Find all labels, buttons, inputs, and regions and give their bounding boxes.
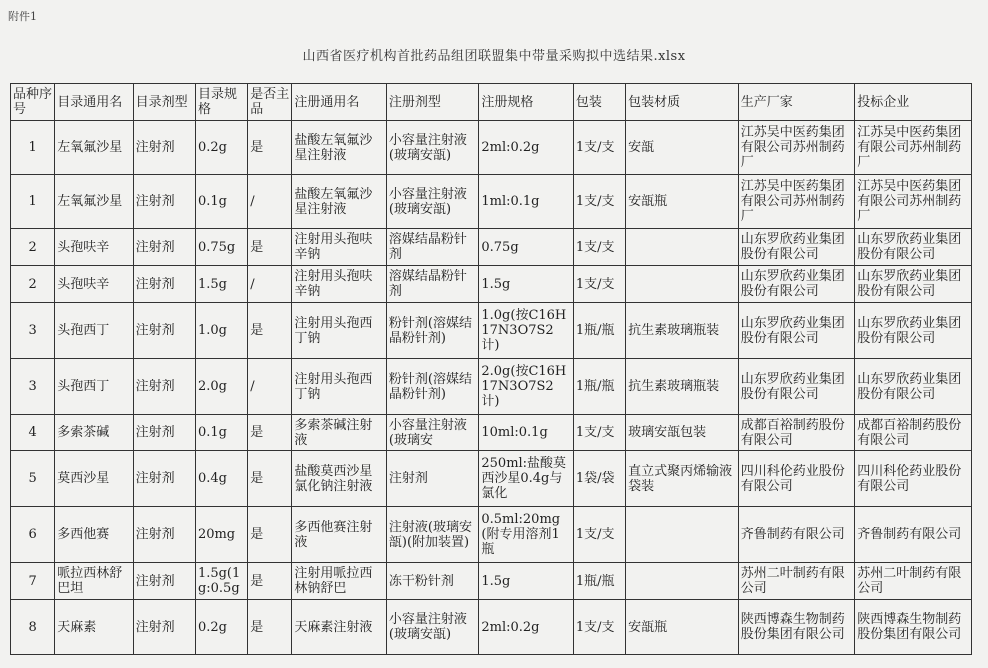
cell-text: 注射剂 bbox=[135, 425, 175, 440]
table-row bbox=[11, 121, 972, 175]
cell-col-catalog-form bbox=[133, 175, 195, 229]
cell-text: 苏州二叶制药有限公司 bbox=[857, 566, 962, 596]
cell-col-reg-name bbox=[292, 121, 386, 175]
cell-col-catalog-form bbox=[133, 415, 195, 451]
cell-col-catalog-spec bbox=[195, 415, 247, 451]
cell-text: 山东罗欣药业集团股份有限公司 bbox=[740, 232, 845, 262]
cell-text: 玻璃安瓿包装 bbox=[628, 425, 707, 440]
cell-text: 0.75g bbox=[481, 239, 519, 255]
cell-col-catalog-form bbox=[133, 303, 195, 359]
cell-text: 1 bbox=[28, 140, 37, 155]
cell-col-reg-form bbox=[386, 266, 478, 303]
table-row bbox=[11, 415, 972, 451]
cell-col-manufacturer bbox=[738, 415, 855, 451]
cell-col-catalog-spec bbox=[195, 175, 247, 229]
cell-text: 8 bbox=[28, 619, 37, 635]
cell-col-reg-form bbox=[386, 359, 478, 415]
cell-col-reg-name bbox=[292, 563, 386, 600]
cell-text: 莫西沙星 bbox=[57, 471, 110, 486]
cell-col-manufacturer bbox=[738, 563, 855, 600]
cell-text: 1.5g(1g:0.5g bbox=[197, 566, 241, 596]
cell-text: 注射剂 bbox=[135, 239, 175, 255]
cell-col-catalog-form bbox=[133, 266, 195, 303]
cell-col-catalog-name bbox=[55, 507, 133, 563]
cell-col-package-material bbox=[626, 121, 739, 175]
cell-col-package bbox=[573, 563, 625, 600]
cell-text: 1瓶/瓶 bbox=[575, 323, 615, 338]
cell-col-package-material bbox=[626, 415, 739, 451]
cell-col-is-main bbox=[248, 121, 292, 175]
cell-text: 天麻素注射液 bbox=[294, 619, 373, 635]
cell-col-catalog-name bbox=[55, 451, 133, 507]
cell-text: 3 bbox=[28, 379, 37, 394]
cell-col-reg-name bbox=[292, 415, 386, 451]
cell-col-package-material bbox=[626, 507, 739, 563]
cell-text: 是 bbox=[250, 527, 264, 542]
cell-text: 1ml:0.1g bbox=[481, 194, 540, 209]
cell-col-seq bbox=[11, 121, 55, 175]
cell-col-package-material bbox=[626, 303, 739, 359]
cell-col-is-main bbox=[248, 507, 292, 563]
cell-col-catalog-name bbox=[55, 175, 133, 229]
header-col-manufacturer: 生产厂家 bbox=[738, 84, 855, 121]
cell-text: 齐鲁制药有限公司 bbox=[740, 527, 845, 542]
cell-col-reg-form bbox=[386, 563, 478, 600]
cell-col-bidder bbox=[855, 563, 972, 600]
cell-col-package-material bbox=[626, 229, 739, 266]
cell-col-package-material bbox=[626, 600, 739, 655]
cell-col-reg-form bbox=[386, 415, 478, 451]
cell-col-reg-name bbox=[292, 175, 386, 229]
cell-col-reg-spec bbox=[479, 229, 573, 266]
cell-col-seq bbox=[11, 303, 55, 359]
cell-text: 哌拉西林舒巴坦 bbox=[57, 566, 123, 596]
cell-col-seq bbox=[11, 175, 55, 229]
cell-col-package bbox=[573, 175, 625, 229]
cell-text: 苏州二叶制药有限公司 bbox=[740, 566, 845, 596]
cell-col-package bbox=[573, 451, 625, 507]
cell-text: 是 bbox=[250, 140, 264, 155]
cell-col-reg-form bbox=[386, 121, 478, 175]
cell-text: 1支/支 bbox=[575, 619, 615, 635]
cell-col-reg-spec bbox=[479, 600, 573, 655]
cell-col-bidder bbox=[855, 600, 972, 655]
cell-col-manufacturer bbox=[738, 600, 855, 655]
cell-col-package bbox=[573, 359, 625, 415]
cell-text: 粉针剂(溶媒结晶粉针剂) bbox=[388, 315, 472, 346]
cell-text: 注射剂 bbox=[135, 527, 175, 542]
cell-text: 江苏吴中医药集团有限公司苏州制药厂 bbox=[740, 179, 845, 224]
cell-text: 盐酸左氧氟沙星注射液 bbox=[294, 132, 373, 163]
cell-col-bidder bbox=[855, 359, 972, 415]
header-col-catalog-name: 目录通用名 bbox=[55, 84, 133, 121]
cell-col-seq bbox=[11, 451, 55, 507]
cell-col-package-material bbox=[626, 266, 739, 303]
header-col-reg-name: 注册通用名 bbox=[292, 84, 386, 121]
cell-text: 是 bbox=[250, 425, 264, 440]
cell-text: 山东罗欣药业集团股份有限公司 bbox=[857, 269, 962, 299]
cell-col-reg-name bbox=[292, 266, 386, 303]
header-col-reg-spec: 注册规格 bbox=[479, 84, 573, 121]
cell-col-catalog-name bbox=[55, 121, 133, 175]
cell-col-reg-form bbox=[386, 451, 478, 507]
cell-col-manufacturer bbox=[738, 175, 855, 229]
cell-col-catalog-form bbox=[133, 507, 195, 563]
cell-text: 250ml:盐酸莫西沙星0.4g与氯化 bbox=[481, 456, 567, 501]
header-col-seq: 品种序号 bbox=[11, 84, 55, 121]
cell-text: 头孢呋辛 bbox=[57, 239, 110, 255]
cell-text: 左氧氟沙星 bbox=[57, 140, 123, 155]
cell-text: 0.2g bbox=[197, 140, 227, 155]
header-col-is-main: 是否主品 bbox=[248, 84, 292, 121]
cell-col-catalog-form bbox=[133, 229, 195, 266]
cell-col-reg-name bbox=[292, 600, 386, 655]
cell-text: 2 bbox=[28, 239, 37, 255]
cell-text: 多索茶碱注射液 bbox=[294, 417, 373, 448]
header-col-catalog-form: 目录剂型 bbox=[133, 84, 195, 121]
cell-text: 20mg bbox=[197, 527, 236, 542]
cell-text: 注射剂 bbox=[135, 194, 175, 209]
table-header-row bbox=[11, 84, 972, 121]
cell-text: 4 bbox=[28, 425, 37, 440]
cell-col-catalog-name bbox=[55, 303, 133, 359]
cell-col-catalog-spec bbox=[195, 507, 247, 563]
cell-text: 1支/支 bbox=[575, 276, 615, 292]
cell-col-seq bbox=[11, 600, 55, 655]
cell-text: 0.2g bbox=[197, 619, 227, 635]
cell-text: 1瓶/瓶 bbox=[575, 573, 615, 589]
cell-col-package-material bbox=[626, 563, 739, 600]
cell-col-is-main bbox=[248, 600, 292, 655]
cell-text: 江苏吴中医药集团有限公司苏州制药厂 bbox=[857, 179, 962, 224]
cell-text: 1.0g(按C16H17N3O7S2计) bbox=[481, 308, 567, 353]
cell-text: 1.5g bbox=[481, 276, 511, 292]
cell-text: / bbox=[250, 194, 255, 209]
cell-text: 注射用头孢西丁钠 bbox=[294, 315, 373, 346]
cell-text: 注射剂 bbox=[135, 619, 175, 635]
cell-col-is-main bbox=[248, 229, 292, 266]
cell-text: 齐鲁制药有限公司 bbox=[857, 527, 962, 542]
cell-text: 注射剂 bbox=[135, 573, 175, 589]
cell-col-package bbox=[573, 266, 625, 303]
cell-col-package bbox=[573, 415, 625, 451]
attachment-label: 附件1 bbox=[8, 10, 37, 23]
cell-col-is-main bbox=[248, 415, 292, 451]
cell-text: 6 bbox=[28, 527, 37, 542]
cell-text: 是 bbox=[250, 471, 264, 486]
cell-col-catalog-spec bbox=[195, 600, 247, 655]
cell-text: 抗生素玻璃瓶装 bbox=[628, 323, 720, 338]
cell-text: 1袋/袋 bbox=[575, 471, 615, 486]
cell-col-bidder bbox=[855, 229, 972, 266]
cell-col-reg-name bbox=[292, 303, 386, 359]
cell-text: 是 bbox=[250, 573, 264, 589]
table-row bbox=[11, 229, 972, 266]
header-col-reg-form: 注册剂型 bbox=[386, 84, 478, 121]
cell-text: 头孢呋辛 bbox=[57, 276, 110, 292]
cell-col-reg-spec bbox=[479, 266, 573, 303]
cell-col-reg-spec bbox=[479, 563, 573, 600]
cell-col-catalog-spec bbox=[195, 121, 247, 175]
cell-text: 左氧氟沙星 bbox=[57, 194, 123, 209]
cell-text: 注射液(玻璃安瓿)(附加装置) bbox=[388, 519, 472, 550]
cell-col-bidder bbox=[855, 121, 972, 175]
cell-col-bidder bbox=[855, 507, 972, 563]
cell-col-package-material bbox=[626, 175, 739, 229]
cell-text: 2ml:0.2g bbox=[481, 619, 540, 635]
cell-col-reg-spec bbox=[479, 175, 573, 229]
cell-col-package bbox=[573, 303, 625, 359]
cell-text: 注射剂 bbox=[135, 323, 175, 338]
cell-col-seq bbox=[11, 415, 55, 451]
cell-text: 2ml:0.2g bbox=[481, 140, 540, 155]
cell-col-seq bbox=[11, 563, 55, 600]
header-col-bidder: 投标企业 bbox=[855, 84, 972, 121]
cell-col-catalog-spec bbox=[195, 563, 247, 600]
table-row bbox=[11, 600, 972, 655]
cell-text: 0.75g bbox=[197, 239, 236, 255]
cell-col-catalog-spec bbox=[195, 451, 247, 507]
table-row bbox=[11, 175, 972, 229]
cell-text: 山东罗欣药业集团股份有限公司 bbox=[740, 269, 845, 299]
cell-text: 安瓿瓶 bbox=[628, 194, 668, 209]
cell-text: 1支/支 bbox=[575, 194, 615, 209]
cell-col-bidder bbox=[855, 175, 972, 229]
cell-text: 注射用头孢呋辛钠 bbox=[294, 269, 373, 299]
cell-col-catalog-form bbox=[133, 563, 195, 600]
cell-text: 0.4g bbox=[197, 471, 227, 486]
cell-col-is-main bbox=[248, 266, 292, 303]
cell-col-catalog-form bbox=[133, 121, 195, 175]
table-row bbox=[11, 451, 972, 507]
table-row bbox=[11, 507, 972, 563]
cell-col-package bbox=[573, 229, 625, 266]
cell-col-is-main bbox=[248, 175, 292, 229]
cell-text: 是 bbox=[250, 323, 264, 338]
cell-col-seq bbox=[11, 507, 55, 563]
cell-col-reg-spec bbox=[479, 359, 573, 415]
cell-text: 安瓿 bbox=[628, 140, 655, 155]
cell-text: 1.5g bbox=[197, 276, 227, 292]
cell-text: 抗生素玻璃瓶装 bbox=[628, 379, 720, 394]
cell-text: 0.1g bbox=[197, 194, 227, 209]
cell-text: 小容量注射液(玻璃安 bbox=[388, 417, 467, 448]
cell-col-catalog-form bbox=[133, 451, 195, 507]
cell-col-package bbox=[573, 507, 625, 563]
cell-col-catalog-name bbox=[55, 563, 133, 600]
cell-text: 四川科伦药业股份有限公司 bbox=[740, 463, 845, 494]
cell-col-package-material bbox=[626, 451, 739, 507]
cell-text: 江苏吴中医药集团有限公司苏州制药厂 bbox=[857, 125, 962, 170]
cell-col-reg-form bbox=[386, 600, 478, 655]
cell-text: 1支/支 bbox=[575, 239, 615, 255]
cell-text: 头孢西丁 bbox=[57, 379, 110, 394]
cell-col-is-main bbox=[248, 563, 292, 600]
cell-text: 2.0g bbox=[197, 379, 227, 394]
cell-col-reg-form bbox=[386, 229, 478, 266]
cell-text: 1支/支 bbox=[575, 140, 615, 155]
cell-col-seq bbox=[11, 266, 55, 303]
cell-text: 5 bbox=[28, 471, 37, 486]
cell-text: 安瓿瓶 bbox=[628, 619, 668, 635]
cell-text: 山东罗欣药业集团股份有限公司 bbox=[857, 371, 962, 402]
cell-text: 多索茶碱 bbox=[57, 425, 110, 440]
cell-col-catalog-spec bbox=[195, 303, 247, 359]
cell-text: / bbox=[250, 276, 255, 292]
cell-col-reg-name bbox=[292, 229, 386, 266]
cell-text: 注射用头孢呋辛钠 bbox=[294, 232, 373, 262]
cell-text: 山东罗欣药业集团股份有限公司 bbox=[740, 371, 845, 402]
cell-col-package-material bbox=[626, 359, 739, 415]
cell-text: 0.1g bbox=[197, 425, 227, 440]
results-table bbox=[10, 83, 972, 655]
cell-col-catalog-name bbox=[55, 600, 133, 655]
cell-col-catalog-form bbox=[133, 600, 195, 655]
cell-text: 粉针剂(溶媒结晶粉针剂) bbox=[388, 371, 472, 402]
cell-col-reg-name bbox=[292, 451, 386, 507]
cell-text: 注射用头孢西丁钠 bbox=[294, 371, 373, 402]
cell-text: 2 bbox=[28, 276, 37, 292]
cell-text: 0.5ml:20mg(附专用溶剂1瓶 bbox=[481, 512, 561, 557]
cell-text: 头孢西丁 bbox=[57, 323, 110, 338]
cell-col-is-main bbox=[248, 303, 292, 359]
cell-col-manufacturer bbox=[738, 266, 855, 303]
cell-col-reg-spec bbox=[479, 415, 573, 451]
cell-col-reg-spec bbox=[479, 121, 573, 175]
cell-col-reg-form bbox=[386, 303, 478, 359]
cell-col-package bbox=[573, 121, 625, 175]
cell-text: 溶媒结晶粉针剂 bbox=[388, 269, 467, 299]
cell-text: 天麻素 bbox=[57, 619, 97, 635]
cell-col-catalog-spec bbox=[195, 229, 247, 266]
cell-text: 江苏吴中医药集团有限公司苏州制药厂 bbox=[740, 125, 845, 170]
cell-text: 冻干粉针剂 bbox=[388, 573, 454, 589]
header-col-package-material: 包装材质 bbox=[626, 84, 739, 121]
cell-text: 2.0g(按C16H17N3O7S2计) bbox=[481, 364, 567, 409]
cell-text: 陕西博森生物制药股份集团有限公司 bbox=[740, 612, 845, 642]
cell-col-manufacturer bbox=[738, 507, 855, 563]
cell-text: 成都百裕制药股份有限公司 bbox=[740, 417, 845, 448]
cell-text: 是 bbox=[250, 239, 264, 255]
cell-col-catalog-name bbox=[55, 415, 133, 451]
cell-col-reg-spec bbox=[479, 303, 573, 359]
cell-col-manufacturer bbox=[738, 303, 855, 359]
header-col-package: 包装 bbox=[573, 84, 625, 121]
cell-col-bidder bbox=[855, 303, 972, 359]
cell-text: 是 bbox=[250, 619, 264, 635]
cell-text: 陕西博森生物制药股份集团有限公司 bbox=[857, 612, 962, 642]
cell-text: / bbox=[250, 379, 255, 394]
cell-text: 山东罗欣药业集团股份有限公司 bbox=[740, 315, 845, 346]
document-title: 山西省医疗机构首批药品组团联盟集中带量采购拟中选结果.xlsx bbox=[302, 49, 686, 64]
cell-text: 10ml:0.1g bbox=[481, 425, 548, 440]
cell-col-catalog-spec bbox=[195, 266, 247, 303]
cell-text: 7 bbox=[28, 573, 37, 589]
table-row bbox=[11, 303, 972, 359]
cell-col-seq bbox=[11, 229, 55, 266]
cell-col-manufacturer bbox=[738, 451, 855, 507]
cell-col-package bbox=[573, 600, 625, 655]
cell-col-reg-spec bbox=[479, 507, 573, 563]
cell-text: 多西他赛注射液 bbox=[294, 519, 373, 550]
cell-col-reg-form bbox=[386, 175, 478, 229]
table-row bbox=[11, 359, 972, 415]
cell-text: 小容量注射液(玻璃安瓿) bbox=[388, 132, 467, 163]
cell-text: 溶媒结晶粉针剂 bbox=[388, 232, 467, 262]
cell-text: 山东罗欣药业集团股份有限公司 bbox=[857, 232, 962, 262]
cell-col-bidder bbox=[855, 266, 972, 303]
cell-text: 注射剂 bbox=[388, 471, 428, 486]
cell-text: 小容量注射液(玻璃安瓿) bbox=[388, 186, 467, 217]
cell-text: 盐酸左氧氟沙星注射液 bbox=[294, 186, 373, 217]
cell-col-is-main bbox=[248, 359, 292, 415]
cell-col-catalog-name bbox=[55, 229, 133, 266]
cell-col-manufacturer bbox=[738, 359, 855, 415]
cell-text: 注射剂 bbox=[135, 471, 175, 486]
cell-text: 盐酸莫西沙星氯化钠注射液 bbox=[294, 463, 373, 494]
cell-text: 成都百裕制药股份有限公司 bbox=[857, 417, 962, 448]
cell-col-bidder bbox=[855, 451, 972, 507]
cell-col-catalog-form bbox=[133, 359, 195, 415]
header-col-catalog-spec: 目录规格 bbox=[195, 84, 247, 121]
cell-text: 1支/支 bbox=[575, 425, 615, 440]
table-row bbox=[11, 266, 972, 303]
cell-col-catalog-name bbox=[55, 266, 133, 303]
cell-col-seq bbox=[11, 359, 55, 415]
cell-col-manufacturer bbox=[738, 121, 855, 175]
cell-text: 直立式聚丙烯输液袋装 bbox=[628, 463, 733, 494]
cell-col-reg-name bbox=[292, 359, 386, 415]
cell-col-is-main bbox=[248, 451, 292, 507]
cell-text: 注射剂 bbox=[135, 276, 175, 292]
cell-col-catalog-name bbox=[55, 359, 133, 415]
cell-col-catalog-spec bbox=[195, 359, 247, 415]
cell-text: 1.5g bbox=[481, 573, 511, 589]
cell-col-reg-spec bbox=[479, 451, 573, 507]
cell-text: 小容量注射液(玻璃安瓿) bbox=[388, 612, 467, 642]
cell-text: 1 bbox=[28, 194, 37, 209]
cell-text: 山东罗欣药业集团股份有限公司 bbox=[857, 315, 962, 346]
cell-text: 1.0g bbox=[197, 323, 227, 338]
cell-col-reg-name bbox=[292, 507, 386, 563]
cell-text: 注射剂 bbox=[135, 140, 175, 155]
cell-text: 1瓶/瓶 bbox=[575, 379, 615, 394]
cell-text: 注射用哌拉西林钠舒巴 bbox=[294, 566, 373, 596]
cell-text: 四川科伦药业股份有限公司 bbox=[857, 463, 962, 494]
cell-text: 1支/支 bbox=[575, 527, 615, 542]
table-row bbox=[11, 563, 972, 600]
cell-text: 3 bbox=[28, 323, 37, 338]
cell-col-bidder bbox=[855, 415, 972, 451]
cell-col-reg-form bbox=[386, 507, 478, 563]
cell-text: 多西他赛 bbox=[57, 527, 110, 542]
cell-text: 注射剂 bbox=[135, 379, 175, 394]
cell-col-manufacturer bbox=[738, 229, 855, 266]
